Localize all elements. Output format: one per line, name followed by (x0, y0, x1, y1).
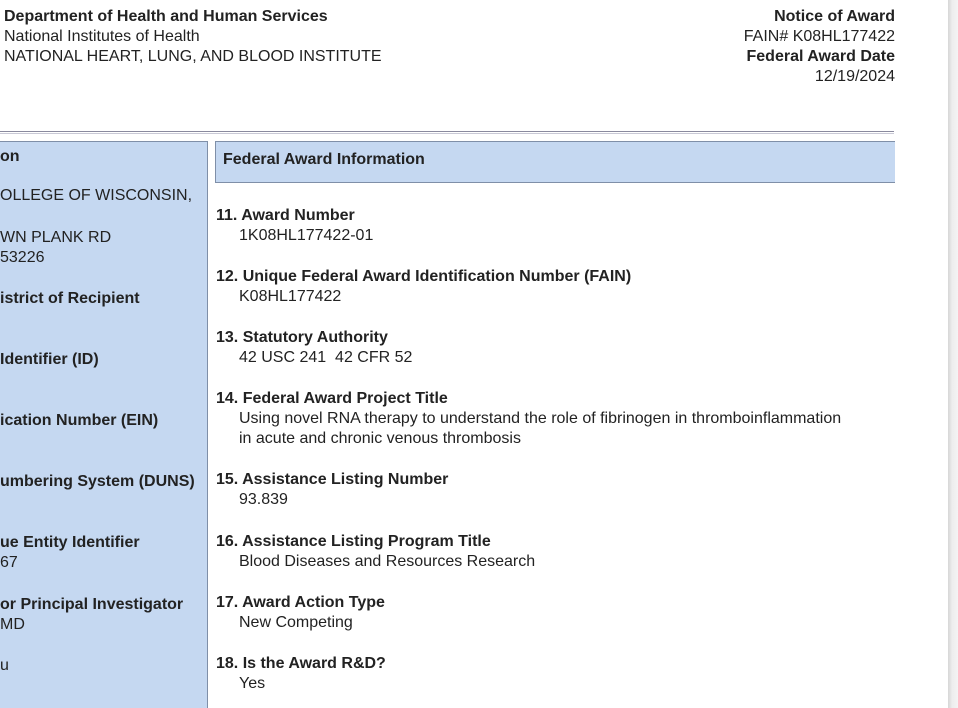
assistance-listing-number-field (216, 470, 448, 510)
award-action-type-field (216, 593, 385, 633)
award-number-field (216, 206, 373, 246)
field-label: 12. Unique Federal Award Identification Number (FAIN) (216, 268, 632, 285)
federal-award-info-header (215, 141, 895, 183)
statutory-authority-field (216, 328, 412, 368)
field-value: Blood Diseases and Resources Research (239, 553, 536, 570)
field-value: 93.839 (239, 491, 288, 508)
pi-value: MD (0, 616, 25, 633)
project-title-field (216, 389, 841, 449)
congressional-district-label: istrict of Recipient (0, 290, 140, 307)
page-edge-gutter (948, 0, 958, 708)
payee-id-label: Identifier (ID) (0, 351, 99, 368)
uei-value: 67 (0, 554, 18, 571)
award-date-label: Federal Award Date (746, 48, 895, 65)
award-header (744, 7, 895, 87)
recipient-address: WN PLANK RD (0, 229, 112, 246)
recipient-section-title: on (0, 148, 20, 165)
field-label: 17. Award Action Type (216, 594, 385, 611)
federal-award-info-title: Federal Award Information (223, 151, 425, 168)
pi-email: u (0, 657, 9, 674)
recipient-name: OLLEGE OF WISCONSIN, (0, 187, 193, 204)
uei-label: ue Entity Identifier (0, 534, 140, 551)
is-rd-field (216, 654, 386, 694)
pi-label: or Principal Investigator (0, 596, 184, 613)
field-label: 14. Federal Award Project Title (216, 390, 448, 407)
field-value-line2: in acute and chronic venous thrombosis (239, 430, 521, 447)
field-value: 1K08HL177422-01 (239, 227, 374, 244)
field-value: Yes (239, 675, 266, 692)
duns-label: umbering System (DUNS) (0, 473, 195, 490)
fain-line: FAIN# K08HL177422 (743, 28, 895, 45)
division-name: NATIONAL HEART, LUNG, AND BLOOD INSTITUTE (4, 48, 382, 65)
field-label: 11. Award Number (216, 207, 355, 224)
field-value: K08HL177422 (239, 288, 342, 305)
fain-field (216, 267, 631, 307)
institute-name: National Institutes of Health (4, 28, 200, 45)
field-label: 18. Is the Award R&D? (216, 655, 386, 672)
field-label: 16. Assistance Listing Program Title (216, 533, 491, 550)
award-date: 12/19/2024 (814, 68, 895, 85)
field-label: 15. Assistance Listing Number (216, 471, 449, 488)
header-divider (0, 131, 894, 134)
notice-title: Notice of Award (774, 8, 895, 25)
assistance-program-title-field (216, 532, 535, 572)
field-value-line1: Using novel RNA therapy to understand the role of fibrinogen in thromboinflammation (239, 410, 842, 427)
field-value: New Competing (239, 614, 353, 631)
field-label: 13. Statutory Authority (216, 329, 388, 346)
agency-name: Department of Health and Human Services (4, 8, 328, 25)
recipient-zip: 53226 (0, 249, 45, 266)
ein-label: ication Number (EIN) (0, 412, 159, 429)
recipient-info-column (0, 141, 208, 708)
agency-header (4, 7, 382, 67)
field-value: 42 USC 241 42 CFR 52 (239, 349, 413, 366)
